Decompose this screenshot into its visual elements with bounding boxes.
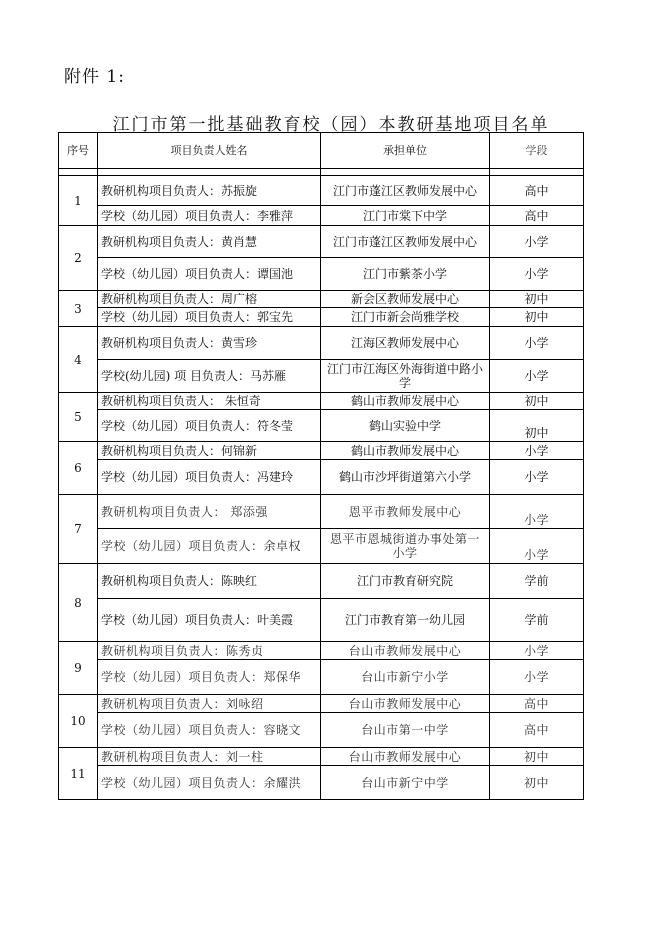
table-row — [59, 599, 584, 642]
leader-name: 学校（幼儿园）项目负责人：谭国池 — [98, 258, 321, 291]
school-level: 初中 — [490, 393, 584, 410]
table-row — [59, 410, 584, 442]
group-number: 1 — [59, 176, 98, 226]
school-level: 初中 — [490, 291, 584, 308]
school-level: 初中 — [490, 748, 584, 766]
table-row — [59, 393, 584, 410]
leader-name: 教研机构项目负责人：陈映红 — [98, 564, 321, 599]
leader-name: 学校(幼儿园) 项 目负责人：马苏雁 — [98, 360, 321, 393]
unit-name: 恩平市教师发展中心 — [321, 495, 490, 529]
table-row — [59, 660, 584, 695]
school-level: 初中 — [490, 308, 584, 327]
unit-name: 江门市教育研究院 — [321, 564, 490, 599]
unit-name: 鹤山实验中学 — [321, 410, 490, 442]
unit-name: 江门市蓬江区教师发展中心 — [321, 226, 490, 258]
project-list-table — [58, 132, 584, 800]
leader-name: 学校（幼儿园）项目负责人：余卓权 — [98, 529, 321, 564]
unit-name: 台山市教师发展中心 — [321, 642, 490, 660]
school-level: 高中 — [490, 713, 584, 748]
column-header-name: 项目负责人姓名 — [98, 133, 321, 169]
leader-name: 教研机构项目负责人：苏振旋 — [98, 176, 321, 206]
group-number: 9 — [59, 642, 98, 695]
unit-name: 台山市新宁中学 — [321, 766, 490, 800]
table-row — [59, 327, 584, 360]
group-number: 7 — [59, 495, 98, 564]
spacer-cell — [98, 169, 321, 176]
table-row — [59, 748, 584, 766]
leader-name: 教研机构项目负责人：刘一柱 — [98, 748, 321, 766]
leader-name: 学校（幼儿园）项目负责人：郑保华 — [98, 660, 321, 695]
unit-name: 江门市教育第一幼儿园 — [321, 599, 490, 642]
table-row — [59, 258, 584, 291]
school-level: 小学 — [490, 460, 584, 495]
unit-name: 台山市新宁小学 — [321, 660, 490, 695]
unit-name: 鹤山市教师发展中心 — [321, 393, 490, 410]
table-row — [59, 176, 584, 206]
table-row — [59, 226, 584, 258]
unit-name: 鹤山市教师发展中心 — [321, 442, 490, 460]
leader-name: 学校（幼儿园）项目负责人：李雅萍 — [98, 206, 321, 226]
unit-name: 江门市棠下中学 — [321, 206, 490, 226]
table-row — [59, 291, 584, 308]
school-level: 小学 — [490, 529, 584, 564]
leader-name: 教研机构项目负责人：周广榕 — [98, 291, 321, 308]
table-header-row — [59, 133, 584, 169]
school-level: 高中 — [490, 695, 584, 713]
table-row — [59, 360, 584, 393]
table-row — [59, 695, 584, 713]
unit-name: 恩平市恩城街道办事处第一小学 — [321, 529, 490, 564]
leader-name: 教研机构项目负责人：黄肖慧 — [98, 226, 321, 258]
unit-name: 江海区教师发展中心 — [321, 327, 490, 360]
leader-name: 教研机构项目负责人：何锦新 — [98, 442, 321, 460]
unit-name: 台山市教师发展中心 — [321, 748, 490, 766]
school-level: 小学 — [490, 642, 584, 660]
school-level: 高中 — [490, 176, 584, 206]
leader-name: 学校（幼儿园）项目负责人：容晓文 — [98, 713, 321, 748]
leader-name: 教研机构项目负责人： 朱恒奇 — [98, 393, 321, 410]
attachment-label: 附件 1: — [64, 67, 125, 87]
school-level: 小学 — [490, 327, 584, 360]
school-level: 初中 — [490, 410, 584, 442]
unit-name: 台山市教师发展中心 — [321, 695, 490, 713]
school-level: 小学 — [490, 226, 584, 258]
group-number: 4 — [59, 327, 98, 393]
table-row — [59, 495, 584, 529]
leader-name: 学校（幼儿园）项目负责人：冯建玲 — [98, 460, 321, 495]
table-row — [59, 642, 584, 660]
school-level: 小学 — [490, 360, 584, 393]
leader-name: 教研机构项目负责人：陈秀贞 — [98, 642, 321, 660]
school-level: 学前 — [490, 599, 584, 642]
leader-name: 教研机构项目负责人：刘咏绍 — [98, 695, 321, 713]
unit-name: 江门市江海区外海街道中路小学 — [321, 360, 490, 393]
school-level: 初中 — [490, 766, 584, 800]
leader-name: 学校（幼儿园）项目负责人：叶美霞 — [98, 599, 321, 642]
unit-name: 台山市第一中学 — [321, 713, 490, 748]
unit-name: 江门市蓬江区教师发展中心 — [321, 176, 490, 206]
table-row — [59, 206, 584, 226]
school-level: 学前 — [490, 564, 584, 599]
unit-name: 新会区教师发展中心 — [321, 291, 490, 308]
leader-name: 学校（幼儿园）项目负责人：郭宝先 — [98, 308, 321, 327]
table-row — [59, 766, 584, 800]
leader-name: 学校（幼儿园）项目负责人：余耀洪 — [98, 766, 321, 800]
unit-name: 鹤山市沙坪街道第六小学 — [321, 460, 490, 495]
spacer-cell — [59, 169, 98, 176]
column-header-unit: 承担单位 — [321, 133, 490, 169]
unit-name: 江门市新会尚雅学校 — [321, 308, 490, 327]
group-number: 3 — [59, 291, 98, 327]
leader-name: 教研机构项目负责人： 郑添强 — [98, 495, 321, 529]
column-header-no: 序号 — [59, 133, 98, 169]
table-row — [59, 442, 584, 460]
table-row — [59, 713, 584, 748]
table-row — [59, 308, 584, 327]
table-row — [59, 460, 584, 495]
group-number: 2 — [59, 226, 98, 291]
spacer-row — [59, 169, 584, 176]
spacer-cell — [490, 169, 584, 176]
group-number: 10 — [59, 695, 98, 748]
column-header-level: 学段 — [490, 133, 584, 169]
document-title: 江门市第一批基础教育校（园）本教研基地项目名单 — [112, 115, 550, 135]
school-level: 小学 — [490, 660, 584, 695]
group-number: 8 — [59, 564, 98, 642]
unit-name: 江门市紫茶小学 — [321, 258, 490, 291]
school-level: 小学 — [490, 258, 584, 291]
group-number: 5 — [59, 393, 98, 442]
table-row — [59, 529, 584, 564]
group-number: 11 — [59, 748, 98, 800]
leader-name: 教研机构项目负责人：黄雪珍 — [98, 327, 321, 360]
school-level: 小学 — [490, 442, 584, 460]
spacer-cell — [321, 169, 490, 176]
school-level: 小学 — [490, 495, 584, 529]
group-number: 6 — [59, 442, 98, 495]
school-level: 高中 — [490, 206, 584, 226]
table-row — [59, 564, 584, 599]
leader-name: 学校（幼儿园）项目负责人：符冬莹 — [98, 410, 321, 442]
